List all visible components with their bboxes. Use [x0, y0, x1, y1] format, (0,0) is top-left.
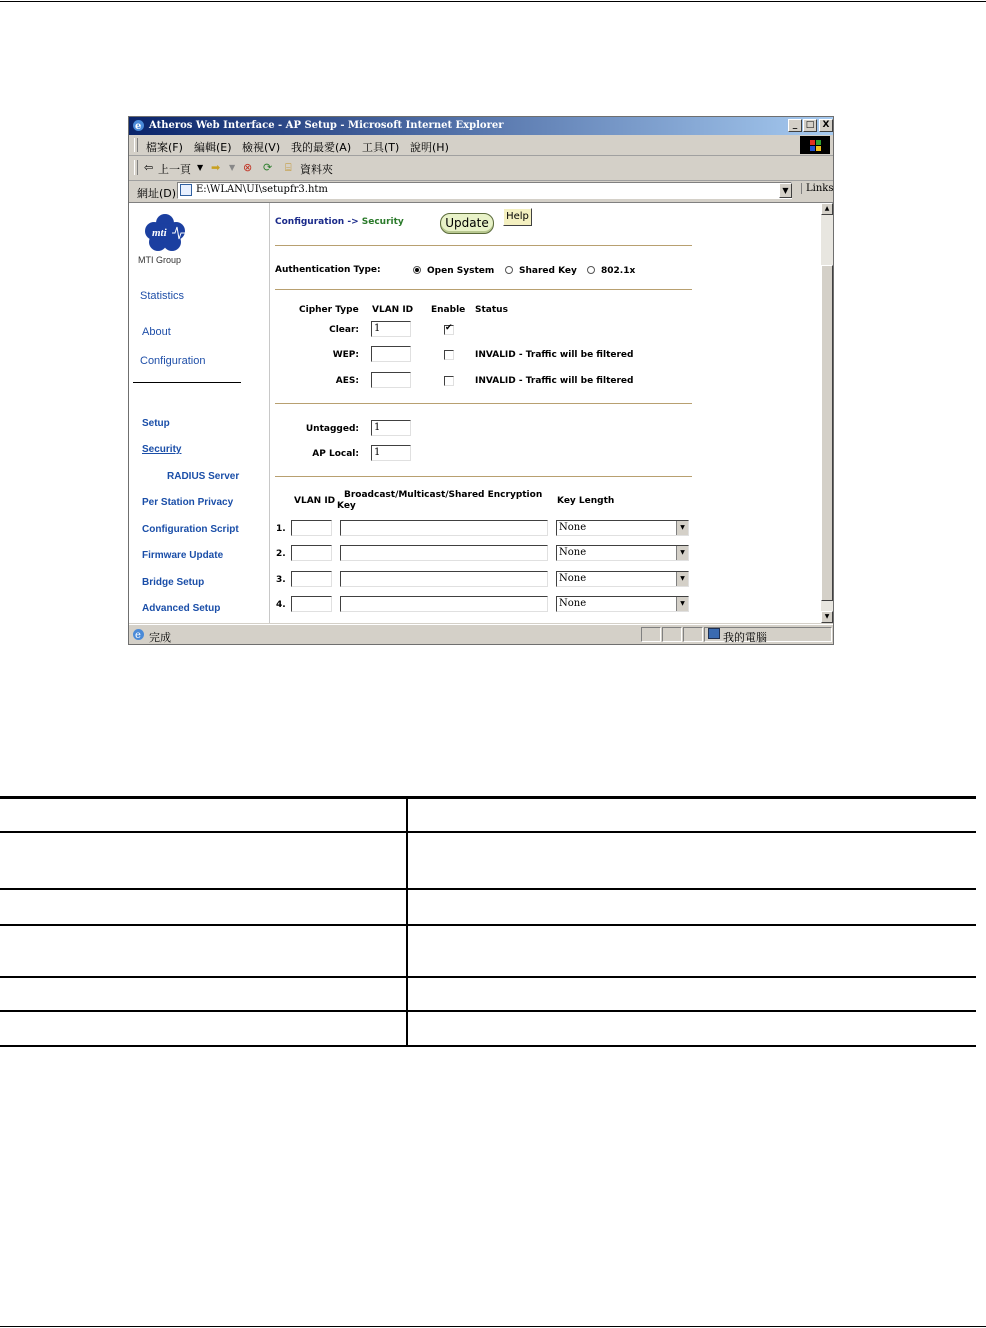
menu-grip	[134, 138, 138, 152]
browser-window	[128, 116, 834, 645]
folders-button-label[interactable]: 資料夾	[300, 163, 333, 176]
scroll-thumb[interactable]	[821, 265, 833, 601]
ap-local-label: AP Local:	[312, 449, 359, 459]
auth-type-label: Authentication Type:	[275, 265, 381, 275]
section-divider	[275, 403, 692, 404]
auth-open-system-label: Open System	[427, 266, 495, 276]
untagged-label: Untagged:	[305, 424, 359, 434]
status-header: Status	[475, 305, 508, 315]
address-dropdown-icon[interactable]: ▼	[779, 183, 792, 198]
table-column-divider	[406, 796, 408, 1047]
enable-header: Enable	[431, 305, 466, 315]
page-content	[129, 203, 821, 623]
status-zone: 我的電腦	[723, 631, 767, 644]
address-url[interactable]: E:\WLAN\UI\setupfr3.htm	[196, 184, 328, 195]
cipher-aes-status: INVALID - Traffic will be filtered	[475, 376, 634, 386]
svg-text:e: e	[135, 630, 141, 641]
cipher-aes-label: AES:	[335, 376, 359, 386]
forward-arrow-icon[interactable]: ➡	[211, 161, 221, 174]
key-1-length-select[interactable]	[556, 520, 689, 536]
menu-favorites[interactable]: 我的最愛(A)	[291, 141, 352, 154]
key-3-length-value: None	[559, 573, 587, 584]
key-vlan-id-header: VLAN ID	[294, 496, 336, 506]
folders-icon[interactable]: ⌸	[285, 161, 292, 174]
key-2-length-value: None	[559, 547, 587, 558]
scroll-down-icon[interactable]: ▼	[821, 611, 833, 623]
section-divider	[275, 476, 692, 477]
auth-shared-key-label: Shared Key	[519, 266, 577, 276]
chevron-down-icon[interactable]: ▼	[676, 597, 688, 611]
cipher-wep-vlan-input[interactable]	[371, 346, 411, 362]
cipher-clear-enable-checkbox[interactable]	[444, 325, 454, 335]
key-4-length-value: None	[559, 598, 587, 609]
key-2-vlan-input[interactable]	[291, 545, 332, 561]
nav-per-station-privacy[interactable]: Per Station Privacy	[142, 497, 234, 508]
links-button[interactable]: Links	[801, 183, 833, 194]
key-4-vlan-input[interactable]	[291, 596, 332, 612]
key-4-length-select[interactable]	[556, 596, 689, 612]
vertical-scrollbar[interactable]	[821, 203, 833, 623]
key-length-header: Key Length	[557, 496, 615, 506]
window-title: Atheros Web Interface - AP Setup - Microsoft Internet Explorer	[149, 120, 504, 131]
status-text: 完成	[149, 631, 171, 644]
cipher-wep-status: INVALID - Traffic will be filtered	[475, 350, 634, 360]
nav-about[interactable]: About	[142, 326, 171, 338]
untagged-vlan-input[interactable]: 1	[371, 420, 411, 436]
page-done-icon	[132, 628, 145, 641]
logo-text: MTI Group	[138, 255, 182, 265]
address-bar	[129, 180, 833, 203]
auth-open-system-radio[interactable]	[413, 266, 421, 274]
svg-text:mti: mti	[152, 227, 167, 239]
address-input[interactable]	[177, 182, 792, 199]
cipher-clear-vlan-input[interactable]: 1	[371, 321, 411, 337]
menu-edit[interactable]: 編輯(E)	[194, 141, 232, 154]
cipher-wep-label: WEP:	[332, 350, 359, 360]
windows-logo-icon	[800, 136, 830, 154]
section-divider	[275, 289, 692, 290]
key-2-length-select[interactable]	[556, 545, 689, 561]
back-button-label[interactable]: 上一頁	[158, 163, 191, 176]
back-arrow-icon[interactable]: ⇦	[144, 161, 154, 174]
forward-dropdown-icon[interactable]: ▼	[229, 163, 236, 172]
menu-view[interactable]: 檢視(V)	[242, 141, 281, 154]
nav-radius-server[interactable]: RADIUS Server	[167, 471, 240, 482]
vlan-id-header: VLAN ID	[372, 305, 414, 315]
page-top-rule	[0, 1, 986, 2]
key-row-number: 1.	[276, 524, 286, 534]
key-1-vlan-input[interactable]	[291, 520, 332, 536]
table-rule	[0, 1045, 976, 1047]
ie-logo-icon	[132, 119, 145, 132]
key-3-key-input[interactable]	[340, 571, 548, 587]
help-button[interactable]: Help	[503, 208, 532, 226]
nav-statistics[interactable]: Statistics	[140, 290, 185, 302]
breadcrumb-parent: Configuration ->	[275, 217, 359, 227]
table-rule	[0, 1010, 976, 1012]
address-label: 網址(D)	[137, 187, 177, 200]
breadcrumb-current: Security	[361, 217, 404, 227]
ap-local-vlan-input[interactable]: 1	[371, 445, 411, 461]
table-rule	[0, 924, 976, 926]
scroll-up-icon[interactable]: ▲	[821, 203, 833, 215]
key-header: Broadcast/Multicast/Shared Encryption Key	[337, 490, 543, 511]
nav-divider	[133, 382, 241, 383]
close-button[interactable]: X	[819, 119, 833, 132]
nav-configuration[interactable]: Configuration	[140, 355, 206, 367]
update-button[interactable]: Update	[440, 213, 494, 234]
menu-file[interactable]: 檔案(F)	[146, 141, 183, 154]
menu-bar	[129, 135, 833, 156]
page-bottom-rule	[0, 1326, 986, 1327]
title-bar	[129, 117, 833, 135]
standard-toolbar	[129, 156, 833, 181]
nav-security[interactable]: Security	[142, 444, 182, 455]
table-rule	[0, 888, 976, 890]
nav-firmware-update[interactable]: Firmware Update	[142, 550, 224, 561]
key-3-length-select[interactable]	[556, 571, 689, 587]
status-cell	[683, 627, 703, 642]
chevron-down-icon[interactable]: ▼	[676, 521, 688, 535]
nav-configuration-script[interactable]: Configuration Script	[142, 524, 239, 535]
breadcrumb	[275, 217, 404, 227]
cipher-type-header: Cipher Type	[299, 305, 359, 315]
key-row-number: 4.	[276, 600, 286, 610]
menu-tools[interactable]: 工具(T)	[362, 141, 400, 154]
toolbar-grip	[134, 160, 138, 175]
nav-bridge-setup[interactable]: Bridge Setup	[142, 577, 205, 588]
nav-setup[interactable]: Setup	[142, 418, 170, 429]
back-dropdown-icon[interactable]: ▼	[197, 163, 204, 172]
auth-shared-key-radio[interactable]	[505, 266, 513, 274]
menu-help[interactable]: 說明(H)	[410, 141, 449, 154]
key-row-number: 2.	[276, 549, 286, 559]
key-row-number: 3.	[276, 575, 286, 585]
section-divider	[275, 245, 692, 246]
cipher-aes-enable-checkbox[interactable]	[444, 376, 454, 386]
svg-text:e: e	[135, 121, 142, 132]
cipher-clear-label: Clear:	[329, 325, 359, 335]
table-rule	[0, 976, 976, 978]
stop-icon[interactable]: ⊗	[243, 161, 253, 174]
mti-logo-icon	[142, 211, 188, 253]
key-2-key-input[interactable]	[340, 545, 548, 561]
security-form	[269, 203, 821, 623]
status-bar	[129, 624, 833, 645]
left-nav	[129, 203, 270, 623]
chevron-down-icon[interactable]: ▼	[676, 572, 688, 586]
chevron-down-icon[interactable]: ▼	[676, 546, 688, 560]
cipher-wep-enable-checkbox[interactable]	[444, 350, 454, 360]
table-rule	[0, 796, 976, 799]
auth-8021x-label: 802.1x	[601, 266, 636, 276]
key-1-length-value: None	[559, 522, 587, 533]
cipher-aes-vlan-input[interactable]	[371, 372, 411, 388]
status-cell	[662, 627, 682, 642]
key-4-key-input[interactable]	[340, 596, 548, 612]
table-rule	[0, 831, 976, 833]
auth-8021x-radio[interactable]	[587, 266, 595, 274]
key-3-vlan-input[interactable]	[291, 571, 332, 587]
refresh-icon[interactable]: ⟳	[263, 161, 273, 174]
computer-icon	[708, 628, 720, 639]
minimize-button[interactable]: _	[788, 119, 802, 132]
maximize-button[interactable]: □	[803, 119, 817, 132]
nav-advanced-setup[interactable]: Advanced Setup	[142, 603, 221, 614]
key-1-key-input[interactable]	[340, 520, 548, 536]
page-icon	[180, 184, 192, 196]
status-cell	[641, 627, 661, 642]
